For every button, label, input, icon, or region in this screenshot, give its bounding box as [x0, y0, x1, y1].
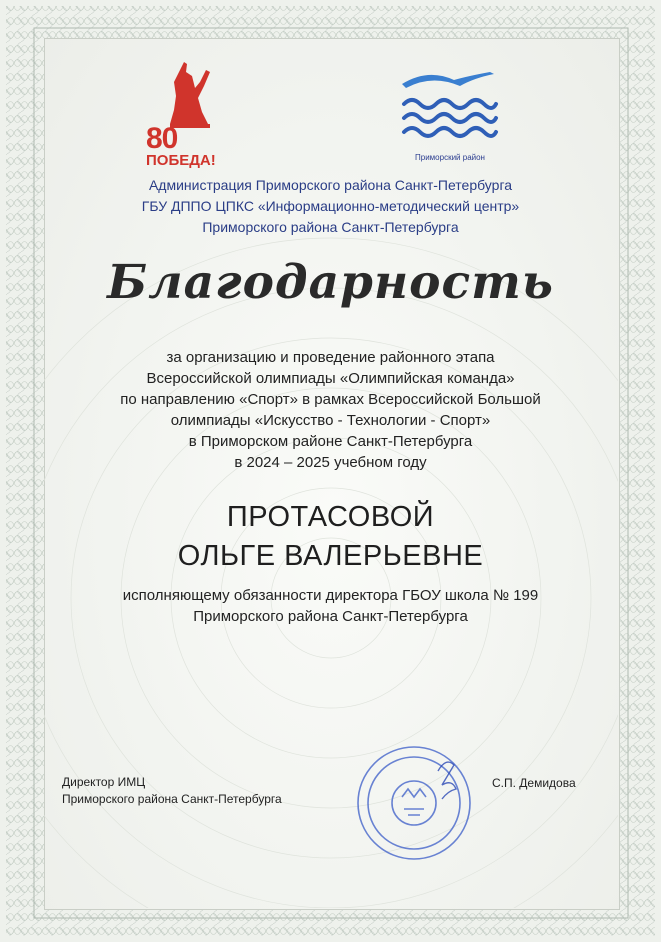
recipient-role-line-1: исполняющему обязанности директора ГБОУ школа № 199 — [122, 587, 539, 604]
victory-word: ПОБЕДА! — [146, 152, 216, 169]
body-line-6: в 2024 – 2025 учебном году — [234, 454, 427, 471]
org-line-2: ГБУ ДППО ЦПКС «Информационно-методический центр» — [141, 198, 520, 214]
body-line-5: в Приморском районе Санкт-Петербурга — [188, 433, 473, 450]
signatory-title-line-2: Приморского района Санкт-Петербурга — [62, 792, 282, 806]
district-caption: Приморский район — [415, 153, 485, 162]
body-line-4: олимпиады «Искусство - Технологии - Спорт» — [170, 412, 491, 429]
official-stamp — [352, 737, 482, 867]
recipient-given-names: ОЛЬГЕ ВАЛЕРЬЕВНЕ — [177, 540, 484, 572]
body-line-1: за организацию и проведение районного этапа — [166, 349, 495, 366]
victory-number: 80 — [146, 122, 178, 155]
body-line-2: Всероссийской олимпиады «Олимпийская команда» — [146, 370, 515, 387]
recipient-surname: ПРОТАСОВОЙ — [226, 501, 435, 533]
recipient-role-line-2: Приморского района Санкт-Петербурга — [193, 608, 468, 625]
body-line-3: по направлению «Спорт» в рамках Всероссийской Большой — [120, 391, 541, 408]
signatory-name: С.П. Демидова — [492, 776, 576, 790]
signatory-title-line-1: Директор ИМЦ — [62, 775, 146, 789]
org-line-3: Приморского района Санкт-Петербурга — [202, 219, 459, 235]
org-line-1: Администрация Приморского района Санкт-Петербурга — [148, 177, 513, 193]
primorsky-district-logo — [398, 70, 502, 162]
certificate-title: Благодарность — [107, 255, 554, 310]
